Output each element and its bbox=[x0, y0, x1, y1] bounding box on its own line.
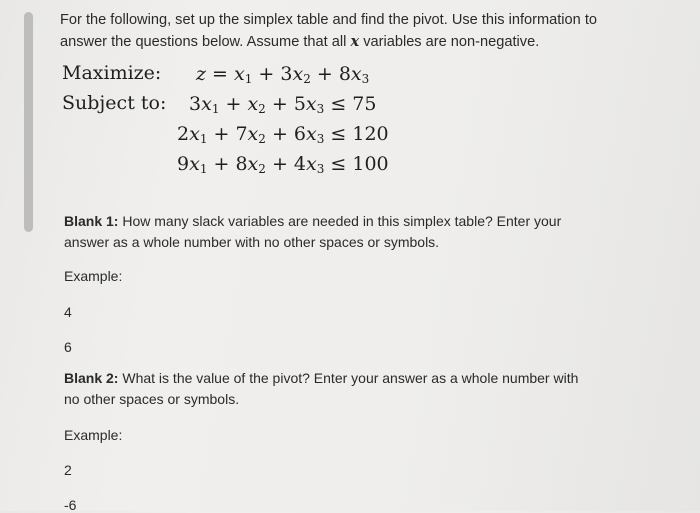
blank-2-question: Blank 2: What is the value of the pivot? Enter your answer as a whole number with no other spaces or symbols. bbox=[64, 370, 579, 407]
constraint-1: $3x_1 + x_2 + 5x_3 \le 75$ bbox=[189, 93, 377, 116]
blank-1-answer[interactable]: 6 bbox=[64, 339, 72, 355]
blank-1-example-value: 4 bbox=[64, 304, 72, 320]
blank-2-answer[interactable]: -6 bbox=[64, 497, 77, 513]
instructions-line-2: answer the questions below. Assume that all x variables are non-negative. bbox=[60, 33, 540, 50]
blank-1-question: Blank 1: How many slack variables are needed in this simplex table? Enter your answer as a whole number with no other spaces or symbols. bbox=[64, 213, 562, 250]
blank-1-example-label: Example: bbox=[64, 268, 123, 284]
x-variable-symbol: x bbox=[350, 33, 360, 50]
instructions-line-1: For the following, set up the simplex table and find the pivot. Use this information to bbox=[60, 12, 598, 28]
constraint-3: $9x_1 + 8x_2 + 4x_3 \le 100$ bbox=[177, 153, 389, 176]
instructions-text bbox=[60, 10, 597, 53]
scrollbar-thumb[interactable] bbox=[24, 12, 33, 232]
blank-2-example-value: 2 bbox=[64, 462, 72, 478]
maximize-label: Maximize: bbox=[62, 62, 162, 84]
objective-function: $z = x_1 + 3x_2 + 8x_3$ bbox=[196, 63, 370, 86]
constraint-2: $2x_1 + 7x_2 + 6x_3 \le 120$ bbox=[177, 123, 389, 146]
blank-1-label: Blank 1: bbox=[64, 213, 119, 229]
subject-to-label: Subject to: bbox=[62, 92, 167, 114]
blank-2-example-label: Example: bbox=[64, 427, 123, 443]
blank-2-label: Blank 2: bbox=[64, 370, 119, 386]
